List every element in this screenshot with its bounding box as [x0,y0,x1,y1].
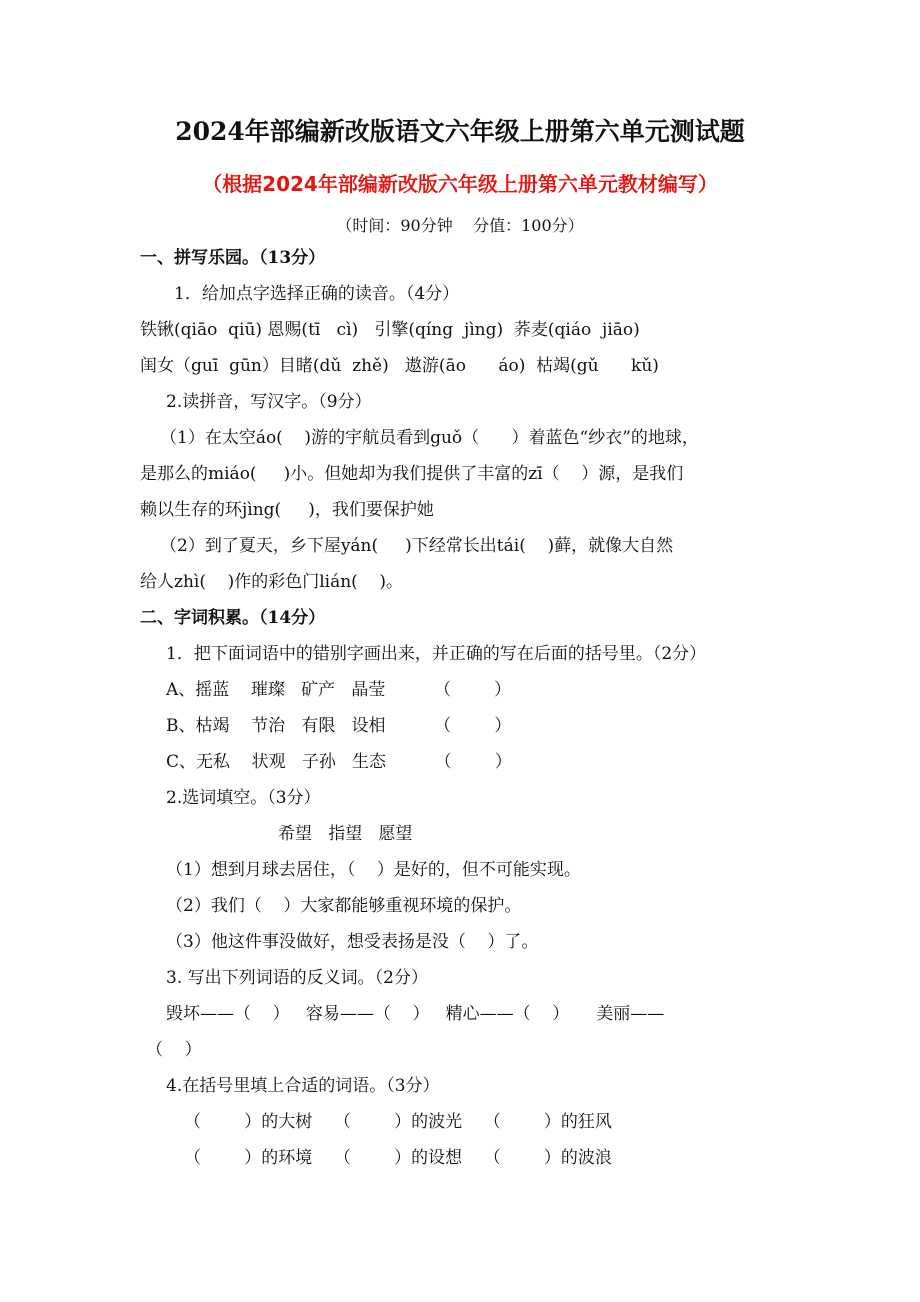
s2-q1-row-b: B、枯竭 节治 有限 设相 （ ） [166,716,512,736]
s2-q2-sentence2: （2）我们（ ）大家都能够重视环境的保护。 [166,896,522,916]
s1-q2-line3: 赖以生存的环jìng( )，我们要保护她 [140,500,434,520]
s2-q1-row-c: C、无私 状观 子孙 生态 （ ） [166,752,512,772]
s1-q1-row2: 闺女（guī gūn）目睹(dǔ zhě) 遨游(āo áo) 枯竭(gǔ kǔ) [140,356,659,376]
s2-q3-prompt: 3. 写出下列词语的反义词。（2分） [166,968,428,988]
s2-q2-sentence3: （3）他这件事没做好，想受表扬是没（ ）了。 [166,932,539,952]
s1-q2-line2: 是那么的miáo( )小。但她却为我们提供了丰富的zī（ ）源，是我们 [140,464,684,484]
s2-q2-prompt: 2.选词填空。（3分） [166,788,321,808]
s1-q1-row1: 铁锹(qiāo qiū) 恩赐(tī cì) 引擎(qíng jìng) 荞麦(qiáo jiāo) [140,320,640,340]
s1-q1-prompt: 1．给加点字选择正确的读音。（4分） [174,284,460,304]
s1-q2-prompt: 2.读拼音，写汉字。（9分） [166,392,372,412]
s2-q4-row2: （ ）的环境 （ ）的设想 （ ）的波浪 [184,1148,612,1168]
s1-q2-line1: （1）在太空áo( )游的宇航员看到guǒ（ ）着蓝色“纱衣”的地球， [160,428,699,448]
section1-heading: 一、拼写乐园。（13分） [140,248,326,268]
s2-q2-sentence1: （1）想到月球去居住，（ ）是好的，但不可能实现。 [166,860,581,880]
page-title: 2024年部编新改版语文六年级上册第六单元测试题 [175,117,745,146]
s2-q4-row1: （ ）的大树 （ ）的波光 （ ）的狂风 [184,1112,612,1132]
s2-q3-row2: （ ） [146,1040,202,1060]
s2-q4-prompt: 4.在括号里填上合适的词语。（3分） [166,1076,440,1096]
section2-heading: 二、字词积累。（14分） [140,608,326,628]
s2-q3-row: 毁坏——（ ） 容易——（ ） 精心——（ ） 美丽—— [166,1004,665,1024]
s2-q1-row-a: A、摇蓝 璀璨 矿产 晶莹 （ ） [166,680,512,700]
exam-meta: （时间：90分钟 分值：100分） [336,216,584,235]
page-subtitle: （根据2024年部编新改版六年级上册第六单元教材编写） [202,172,718,196]
s1-q2-line4: （2）到了夏天，乡下屋yán( )下经常长出tái( )藓，就像大自然 [160,536,674,556]
s1-q2-line5: 给人zhì( )作的彩色门lián( )。 [140,572,404,592]
s2-q2-options: 希望 指望 愿望 [278,824,413,844]
s2-q1-prompt: 1．把下面词语中的错别字画出来，并正确的写在后面的括号里。（2分） [166,644,707,664]
